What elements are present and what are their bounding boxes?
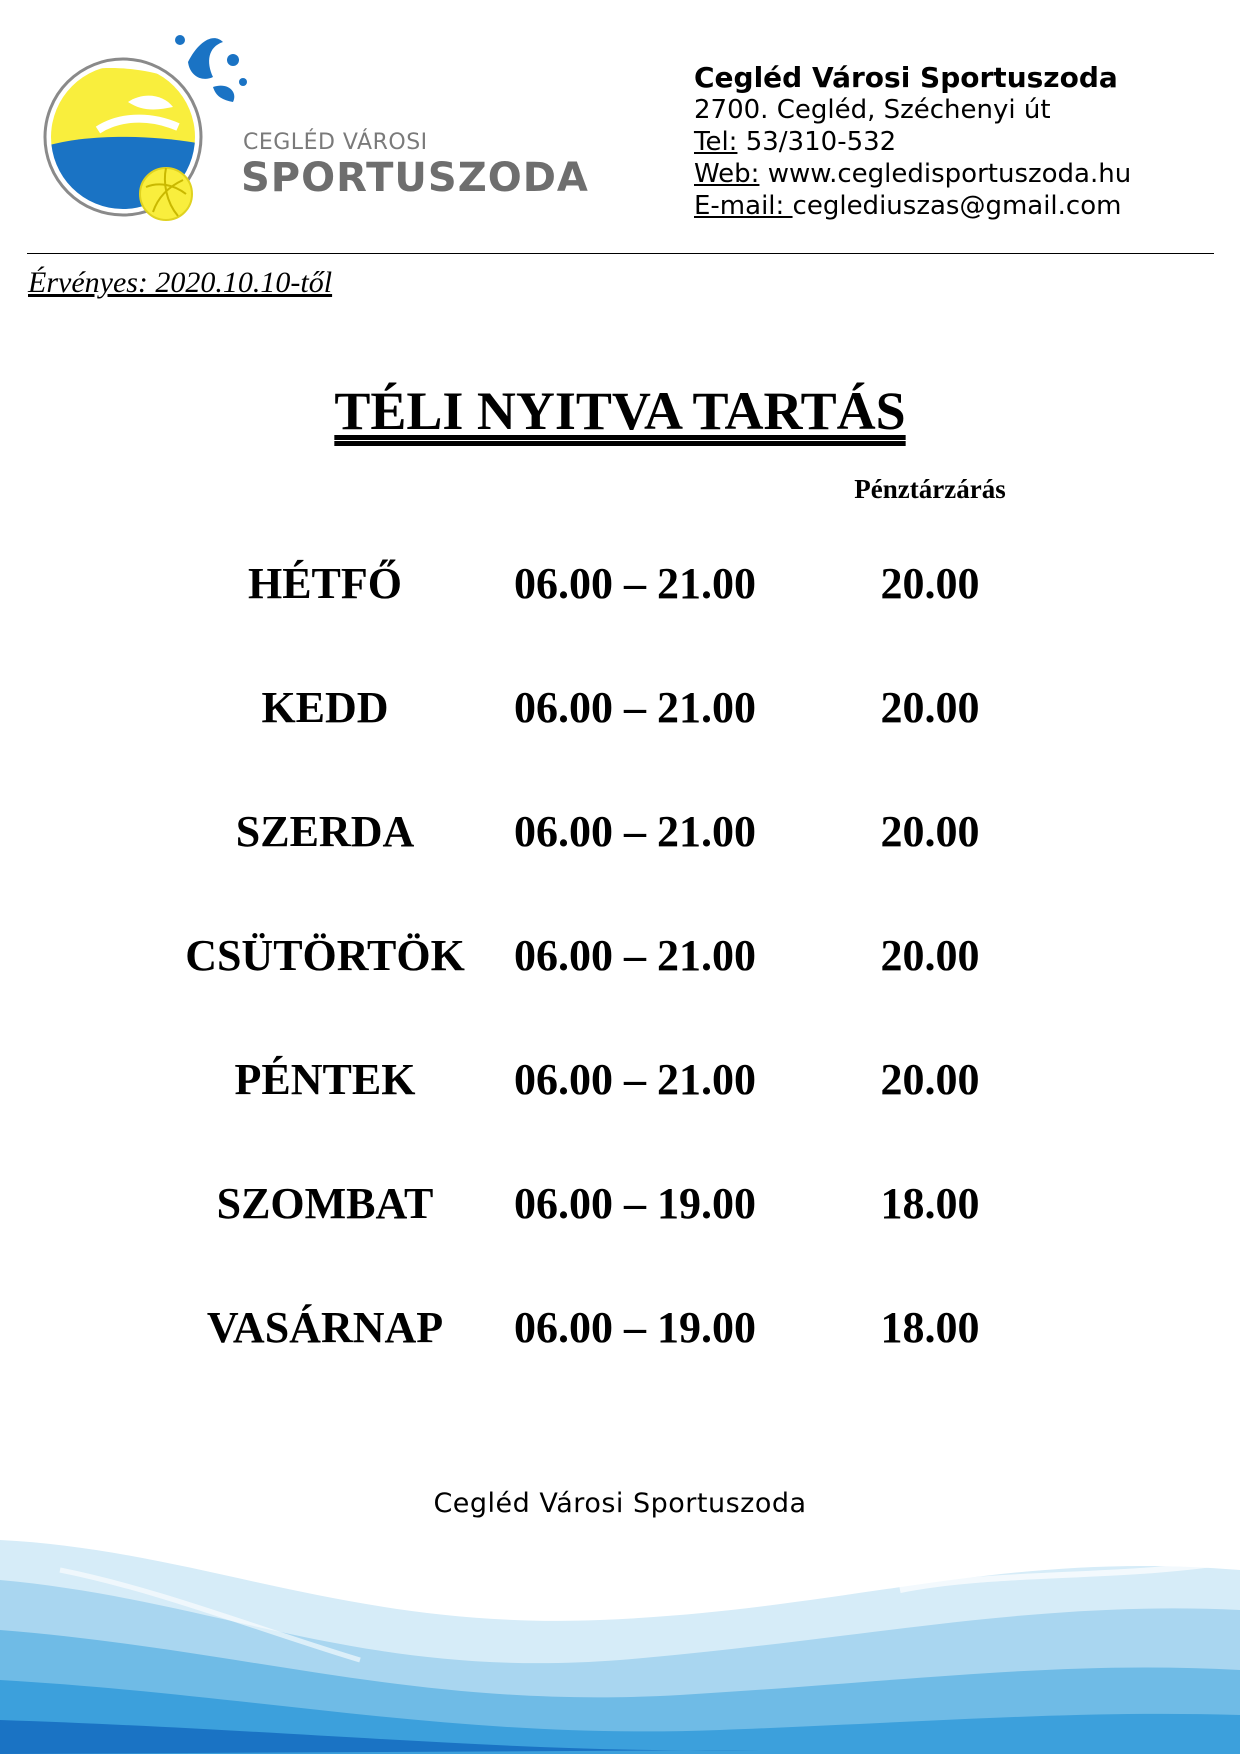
opening-hours: 06.00 – 19.00 <box>514 1303 756 1352</box>
wave-decoration <box>0 1510 1240 1754</box>
cashier-close-header: Pénztárzárás <box>854 474 1006 504</box>
cashier-close-time: 18.00 <box>880 1303 980 1352</box>
logo-emblem <box>38 22 268 232</box>
contact-block <box>694 62 1131 222</box>
day-label: VASÁRNAP <box>206 1303 444 1352</box>
schedule-row <box>0 678 1240 738</box>
cashier-close-time: 20.00 <box>880 1055 980 1104</box>
web-label: Web: <box>694 159 760 189</box>
validity-date: Érvényes: 2020.10.10-től <box>28 266 333 299</box>
page-title-text: TÉLI NYITVA TARTÁS <box>334 381 906 441</box>
tel-value: 53/310-532 <box>737 127 897 157</box>
day-label: CSÜTÖRTÖK <box>185 931 465 980</box>
schedule-row <box>0 802 1240 862</box>
day-label: HÉTFŐ <box>247 559 403 608</box>
schedule-row <box>0 1174 1240 1234</box>
web-line <box>694 158 1131 190</box>
day-label: SZERDA <box>235 807 415 856</box>
email-link[interactable]: ceglediuszas@gmail.com <box>792 191 1122 221</box>
cashier-close-time: 20.00 <box>880 807 980 856</box>
header-divider <box>27 253 1214 254</box>
email-line <box>694 190 1131 222</box>
logo <box>38 22 589 232</box>
address: 2700. Cegléd, Széchenyi út <box>694 95 1051 125</box>
day-label: PÉNTEK <box>234 1055 416 1104</box>
day-label: KEDD <box>261 683 389 732</box>
tel-label: Tel: <box>694 127 738 157</box>
schedule-row <box>0 1050 1240 1110</box>
schedule-row <box>0 1298 1240 1358</box>
org-name: Cegléd Városi Sportuszoda <box>694 61 1118 94</box>
cashier-close-time: 20.00 <box>880 931 980 980</box>
cashier-close-time: 18.00 <box>880 1179 980 1228</box>
logo-line-1: CEGLÉD VÁROSI <box>243 130 428 155</box>
opening-hours: 06.00 – 21.00 <box>514 931 756 980</box>
web-link[interactable]: www.cegledisportuszoda.hu <box>759 159 1132 189</box>
cashier-close-time: 20.00 <box>880 683 980 732</box>
opening-hours: 06.00 – 19.00 <box>514 1179 756 1228</box>
tel-line <box>694 126 1131 158</box>
schedule-row <box>0 554 1240 614</box>
opening-hours: 06.00 – 21.00 <box>514 1055 756 1104</box>
email-label: E-mail: <box>694 191 793 221</box>
schedule-row <box>0 926 1240 986</box>
opening-hours: 06.00 – 21.00 <box>514 683 756 732</box>
day-label: SZOMBAT <box>216 1179 434 1228</box>
cashier-close-time: 20.00 <box>880 559 980 608</box>
opening-hours: 06.00 – 21.00 <box>514 559 756 608</box>
logo-line-2: SPORTUSZODA <box>241 155 589 201</box>
opening-hours: 06.00 – 21.00 <box>514 807 756 856</box>
page-title <box>0 380 1240 442</box>
footer-org-name: Cegléd Városi Sportuszoda <box>433 1488 807 1519</box>
